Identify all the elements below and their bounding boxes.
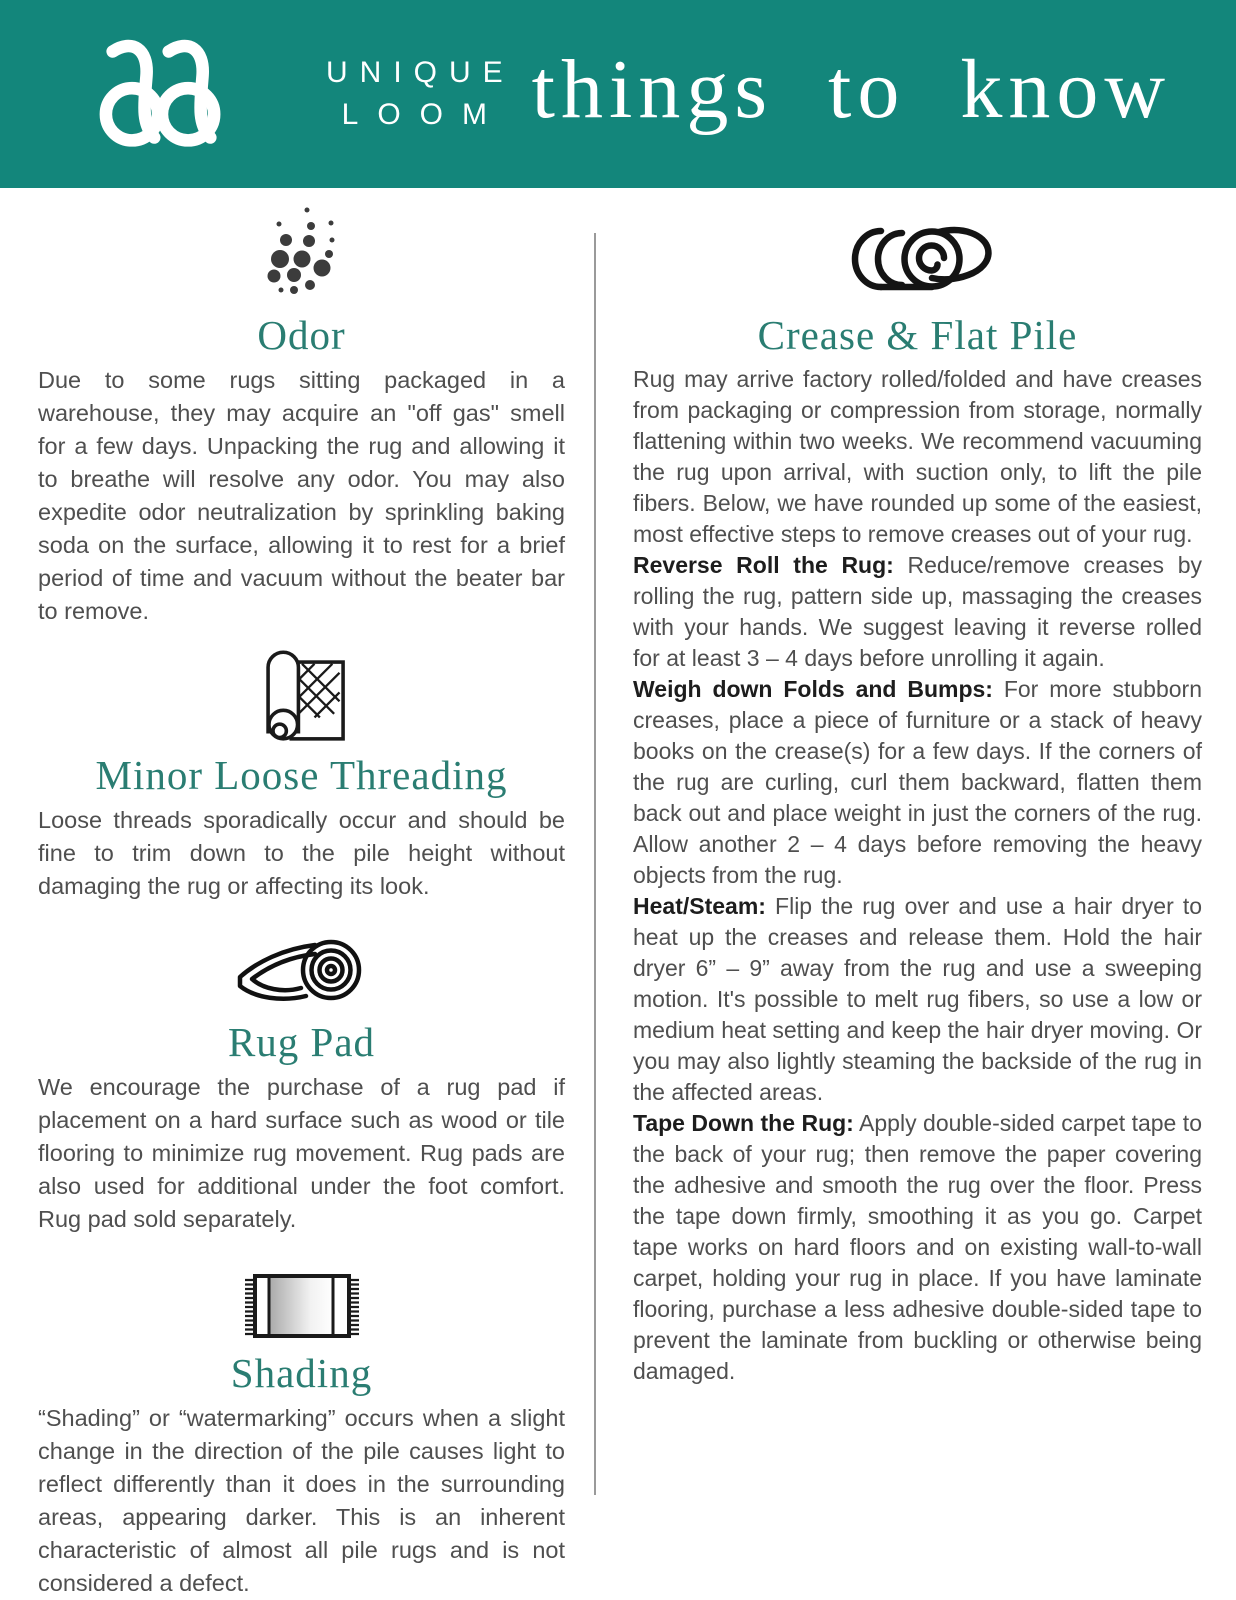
tip-weigh-down bbox=[633, 674, 1202, 891]
tip-label: Tape Down the Rug: bbox=[633, 1110, 854, 1136]
brand-line-1: UNIQUE bbox=[326, 56, 515, 89]
section-minor-loose-threading bbox=[38, 646, 565, 903]
shaded-rug-icon bbox=[38, 1268, 565, 1344]
section-heading: Rug Pad bbox=[227, 1019, 376, 1065]
section-heading: Shading bbox=[230, 1350, 373, 1396]
page-title: things to know bbox=[531, 42, 1172, 136]
tip-reverse-roll bbox=[633, 550, 1202, 674]
section-heading: Minor Loose Threading bbox=[95, 752, 508, 798]
rug-pad-roll-icon bbox=[38, 927, 565, 1013]
rolled-rug-icon bbox=[633, 222, 1202, 298]
tip-text: Flip the rug over and use a hair dryer to heat up the creases and release them. Hold the hair dryer 6” – 9” away from the rug and use a sweeping motion. It's possible to melt rug fibers, so use a low or medium heat setting and keep the hair dryer moving. Or you may also lightly steaming the backside of the rug in the affected areas. bbox=[633, 893, 1203, 1105]
section-body: “Shading” or “watermarking” occurs when a slight change in the direction of the pile causes light to reflect differently than it does in the surrounding areas, appearing darker. This is an inherent characteristic of almost all pile rugs and is not considered a defect. bbox=[38, 1405, 565, 1596]
section-body: Loose threads sporadically occur and should be fine to trim down to the pile height without damaging the rug or affecting its look. bbox=[38, 807, 565, 899]
odor-dots-icon bbox=[38, 200, 565, 306]
tip-label: Reverse Roll the Rug: bbox=[633, 552, 894, 578]
right-column bbox=[633, 188, 1202, 1387]
brand-name bbox=[314, 56, 515, 132]
section-rug-pad bbox=[38, 927, 565, 1236]
tip-label: Heat/Steam: bbox=[633, 893, 766, 919]
tip-text: Reduce/remove creases by rolling the rug, pattern side up, massaging the creases with your hands. We suggest leaving it reverse rolled for at least 3 – 4 days before unrolling it again. bbox=[633, 552, 1203, 671]
tip-label: Weigh down Folds and Bumps: bbox=[633, 676, 993, 702]
tip-tape-down bbox=[633, 1108, 1202, 1387]
section-heading: Crease & Flat Pile bbox=[757, 312, 1078, 358]
section-shading bbox=[38, 1268, 565, 1600]
section-odor bbox=[38, 200, 565, 628]
tip-text: Apply double-sided carpet tape to the back of your rug; then remove the paper covering the adhesive and smooth the rug over the floor. Press the tape down firmly, smoothing it as you go. Carpet tape works on hard floors and on existing wall-to-wall carpet, holding your rug in place. If you have laminate flooring, purchase a less adhesive double-sided tape to prevent the laminate from buckling or otherwise being damaged. bbox=[633, 1110, 1202, 1384]
column-divider bbox=[594, 233, 596, 1495]
section-intro: Rug may arrive factory rolled/folded and have creases from packaging or compression from storage, normally flattening within two weeks. We recommend vacuuming the rug upon arrival, with suction only, to lift the pile fibers. Below, we have rounded up some of the easiest, most effective steps to remove creases out of your rug. bbox=[633, 366, 1202, 547]
unique-loom-logo bbox=[90, 36, 290, 152]
tip-heat-steam bbox=[633, 891, 1202, 1108]
tip-text: For more stubborn creases, place a piece of furniture or a stack of heavy books on the crease(s) for a few days. If the corners of the rug are curling, curl them backward, flatten them back out and place weight in just the corners of the rug. Allow another 2 – 4 days before removing the heavy objects from the rug. bbox=[633, 676, 1202, 888]
left-column bbox=[38, 188, 565, 1600]
content-area bbox=[0, 188, 1236, 1600]
section-body: We encourage the purchase of a rug pad if placement on a hard surface such as wood or tile flooring to minimize rug movement. Rug pads are also used for additional under the foot comfort. Rug pad sold separately. bbox=[38, 1074, 565, 1232]
section-heading: Odor bbox=[257, 312, 346, 358]
section-crease-flat-pile bbox=[633, 222, 1202, 1387]
loose-threading-roll-icon bbox=[38, 646, 565, 746]
header-band bbox=[0, 0, 1236, 188]
brand-lockup bbox=[90, 36, 515, 152]
brand-line-2: LOOM bbox=[341, 98, 507, 131]
section-body: Due to some rugs sitting packaged in a warehouse, they may acquire an "off gas" smell for a few days. Unpacking the rug and allowing it to breathe will resolve any odor. You may also expedite odor neutralization by sprinkling baking soda on the surface, allowing it to rest for a brief period of time and vacuum without the beater bar to remove. bbox=[38, 367, 565, 624]
